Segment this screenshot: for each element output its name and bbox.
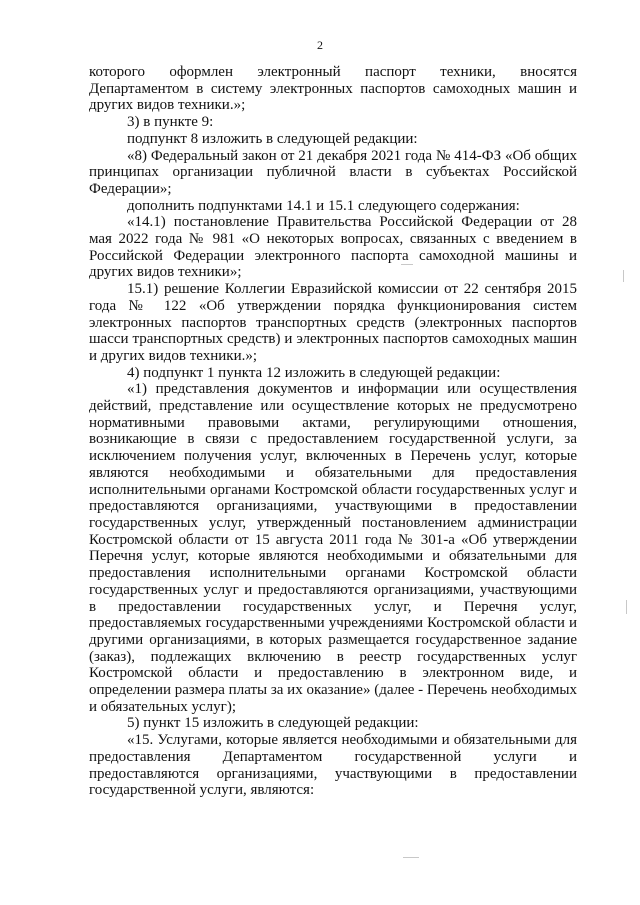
scan-speck: [403, 857, 419, 858]
paragraph-item-4: 4) подпункт 1 пункта 12 изложить в следующей редакции:: [127, 364, 501, 381]
paragraph-item-15-text: «15. Услугами, которые является необходимыми и обязательными для предоставления Департаментом государственной услуги и предоставляются организациями, участвующими в предоставлении государственной услуги, являются:: [89, 732, 577, 799]
document-body: [89, 64, 577, 799]
scan-speck: [626, 600, 627, 614]
paragraph-item-5: 5) пункт 15 изложить в следующей редакции:: [127, 715, 419, 732]
paragraph-subitem-1-text: «1) представления документов и информации или осуществления действий, представление или осуществление которых не предусмотрено нормативными правовыми актами, регулирующими отношения, возникающие в связи с предоставлением государственной услуги, за исключением получения услуг, включенных в Перечень услуг, которые являются необходимыми и обязательными для предоставления исполнительными органами Костромской области государственных услуг и предоставляются организациями, участвующими в предоставлении государственных услуг, утвержденный постановлением администрации Костромской области от 15 августа 2011 года № 301-а «Об утверждении Перечня услуг, которые являются необходимыми и обязательными для предоставления исполнительными органами Костромской области государственных услуг и предоставляются организациями, участвующими в предоставлении государственных услуг, и Перечня услуг, предоставляемых государственными учреждениями Костромской области и другими организациями, в которых размещается государственное задание (заказ), подлежащих включению в реестр государственных услуг Костромской области и предоставлению в электронном виде, и определении размера платы за их оказание» (далее - Перечень необходимых и обязательных услуг);: [89, 381, 577, 715]
paragraph-subitem-8-intro: подпункт 8 изложить в следующей редакции:: [127, 130, 418, 147]
paragraph-add-subitems-intro: дополнить подпунктами 14.1 и 15.1 следующего содержания:: [127, 197, 520, 214]
page-number: 2: [317, 38, 323, 52]
paragraph-subitem-14-1: «14.1) постановление Правительства Российской Федерации от 28 мая 2022 года № 981 «О некоторых вопросах, связанных с введением в Российской Федерации электронного паспорта самоходной машины и других видов техники»;: [89, 214, 577, 281]
scan-speck: [401, 264, 413, 265]
paragraph-subitem-15-1: 15.1) решение Коллегии Евразийской комиссии от 22 сентября 2015 года № 122 «Об утверждении порядка функционирования систем электронных паспортов транспортных средств (электронных паспортов шасси транспортных средств) и электронных паспортов самоходных машин и других видов техники.»;: [89, 281, 577, 364]
paragraph-subitem-8-text: «8) Федеральный закон от 21 декабря 2021 года № 414-ФЗ «Об общих принципах организации публичной власти в субъектах Российской Федерации»;: [89, 147, 577, 197]
scan-speck: [623, 270, 624, 282]
paragraph-item-3: 3) в пункте 9:: [127, 114, 214, 131]
paragraph-continuation: которого оформлен электронный паспорт техники, вносятся Департаментом в систему электронных паспортов самоходных машин и других видов техники.»;: [89, 64, 577, 114]
